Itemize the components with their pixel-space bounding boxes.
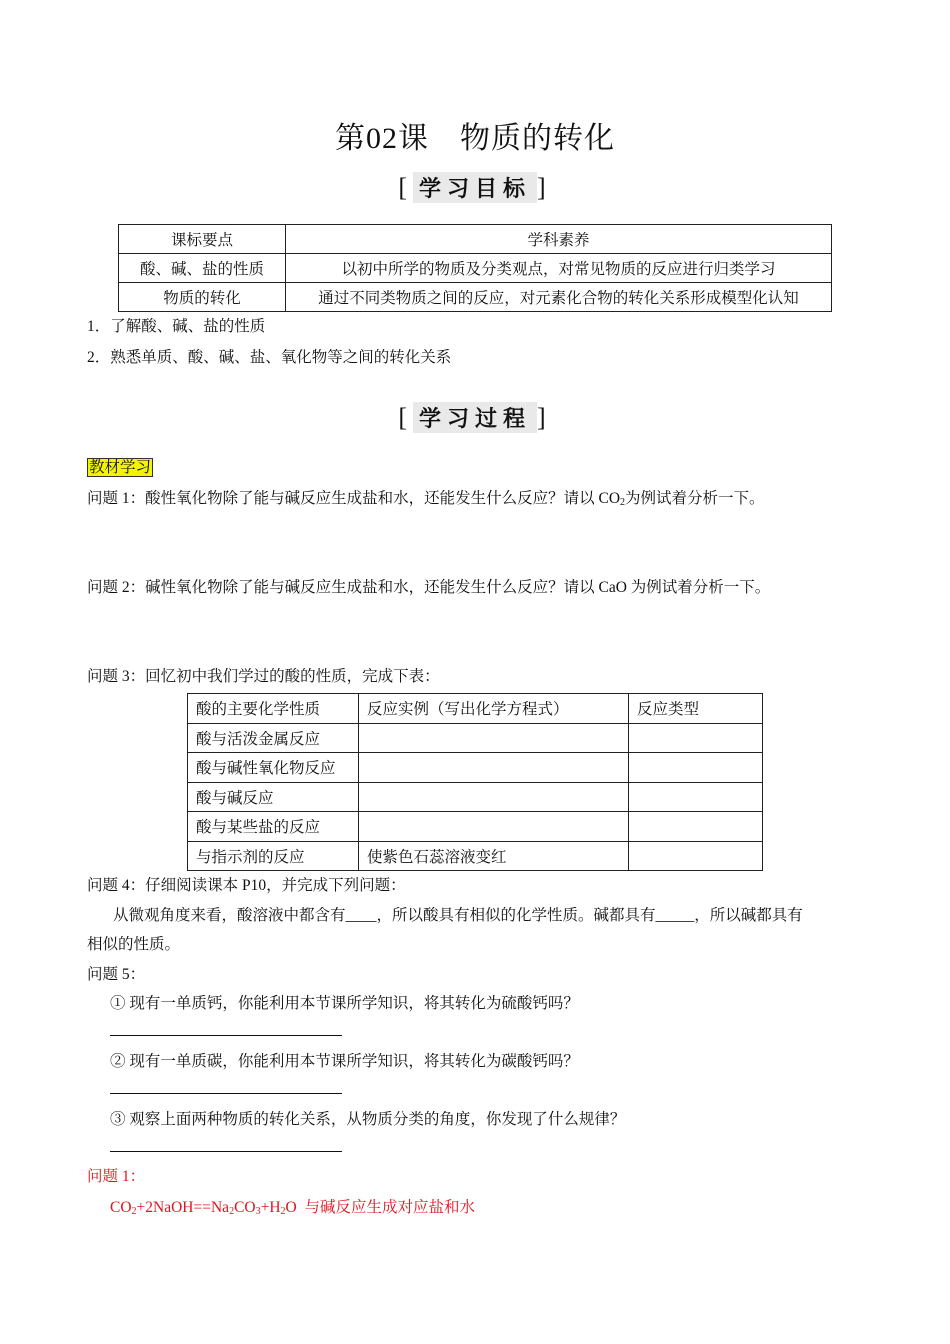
goal-item: 2．熟悉单质、酸、碱、盐、氧化物等之间的转化关系 xyxy=(87,349,452,366)
table-row xyxy=(188,812,763,842)
table-row xyxy=(119,283,832,312)
goal-item: 1．了解酸、碱、盐的性质 xyxy=(87,318,266,335)
question-5-item: ① 现有一单质钙，你能利用本节课所学知识，将其转化为硫酸钙吗？ xyxy=(110,995,579,1012)
goals-table xyxy=(118,224,832,312)
table-cell: 酸与碱反应 xyxy=(188,782,359,812)
table-cell: 酸与活泼金属反应 xyxy=(188,723,359,753)
table-header: 反应实例（写出化学方程式） xyxy=(359,694,629,724)
table-cell: 使紫色石蕊溶液变红 xyxy=(359,841,629,871)
table-row xyxy=(188,753,763,783)
table-cell: 通过不同类物质之间的反应，对元素化合物的转化关系形成模型化认知 xyxy=(286,283,832,312)
question-2: 问题 2：碱性氧化物除了能与碱反应生成盐和水，还能发生什么反应？请以 CaO 为例试着分析一下。 xyxy=(87,579,771,596)
acid-properties-table xyxy=(187,693,763,871)
table-row xyxy=(188,841,763,871)
table-cell: 与指示剂的反应 xyxy=(188,841,359,871)
answer-label: 问题 1： xyxy=(87,1168,146,1185)
table-cell xyxy=(629,782,763,812)
question-4-text: 从微观角度来看，酸溶液中都含有____，所以酸具有相似的化学性质。碱都具有_____，所以碱都具有 xyxy=(113,907,803,924)
answer-line xyxy=(110,1151,342,1152)
question-5-item: ③ 观察上面两种物质的转化关系，从物质分类的角度，你发现了什么规律？ xyxy=(110,1111,626,1128)
question-5-item: ② 现有一单质碳，你能利用本节课所学知识，将其转化为碳酸钙吗？ xyxy=(110,1053,579,1070)
question-4: 问题 4：仔细阅读课本 P10，并完成下列问题： xyxy=(87,877,406,894)
table-header: 反应类型 xyxy=(629,694,763,724)
table-cell xyxy=(629,753,763,783)
question-3: 问题 3：回忆初中我们学过的酸的性质，完成下表： xyxy=(87,668,440,685)
table-row xyxy=(188,782,763,812)
answer-equation: $CO_2+2NaOH==Na_2CO_3+H_2O$ 与碱反应生成对应盐和水 xyxy=(110,1199,476,1217)
table-cell xyxy=(629,723,763,753)
page-title: 第02课 物质的转化 xyxy=(335,122,615,155)
table-cell xyxy=(359,753,629,783)
table-row xyxy=(119,254,832,283)
table-header: 酸的主要化学性质 xyxy=(188,694,359,724)
table-cell: 以初中所学的物质及分类观点，对常见物质的反应进行归类学习 xyxy=(286,254,832,283)
answer-line xyxy=(110,1093,342,1094)
table-row xyxy=(188,694,763,724)
table-cell xyxy=(359,723,629,753)
table-cell xyxy=(359,812,629,842)
table-cell: 酸与碱性氧化物反应 xyxy=(188,753,359,783)
section-tag: 教材学习 xyxy=(89,459,152,476)
table-cell: 酸与某些盐的反应 xyxy=(188,812,359,842)
table-row xyxy=(188,723,763,753)
table-header: 学科素养 xyxy=(286,225,832,254)
question-4-text-cont: 相似的性质。 xyxy=(87,936,181,953)
question-1: 问题 1：酸性氧化物除了能与碱反应生成盐和水，还能发生什么反应？请以 $CO_2$为例试着分析一下。 xyxy=(87,490,765,508)
banner-learning-process: [ 学习过程 ] xyxy=(398,403,552,432)
table-cell: 物质的转化 xyxy=(119,283,286,312)
question-5: 问题 5： xyxy=(87,966,146,983)
banner-learning-goals: [ 学习目标 ] xyxy=(398,173,552,202)
table-header: 课标要点 xyxy=(119,225,286,254)
table-cell xyxy=(629,812,763,842)
table-row xyxy=(119,225,832,254)
table-cell xyxy=(629,841,763,871)
answer-line xyxy=(110,1035,342,1036)
table-cell xyxy=(359,782,629,812)
table-cell: 酸、碱、盐的性质 xyxy=(119,254,286,283)
